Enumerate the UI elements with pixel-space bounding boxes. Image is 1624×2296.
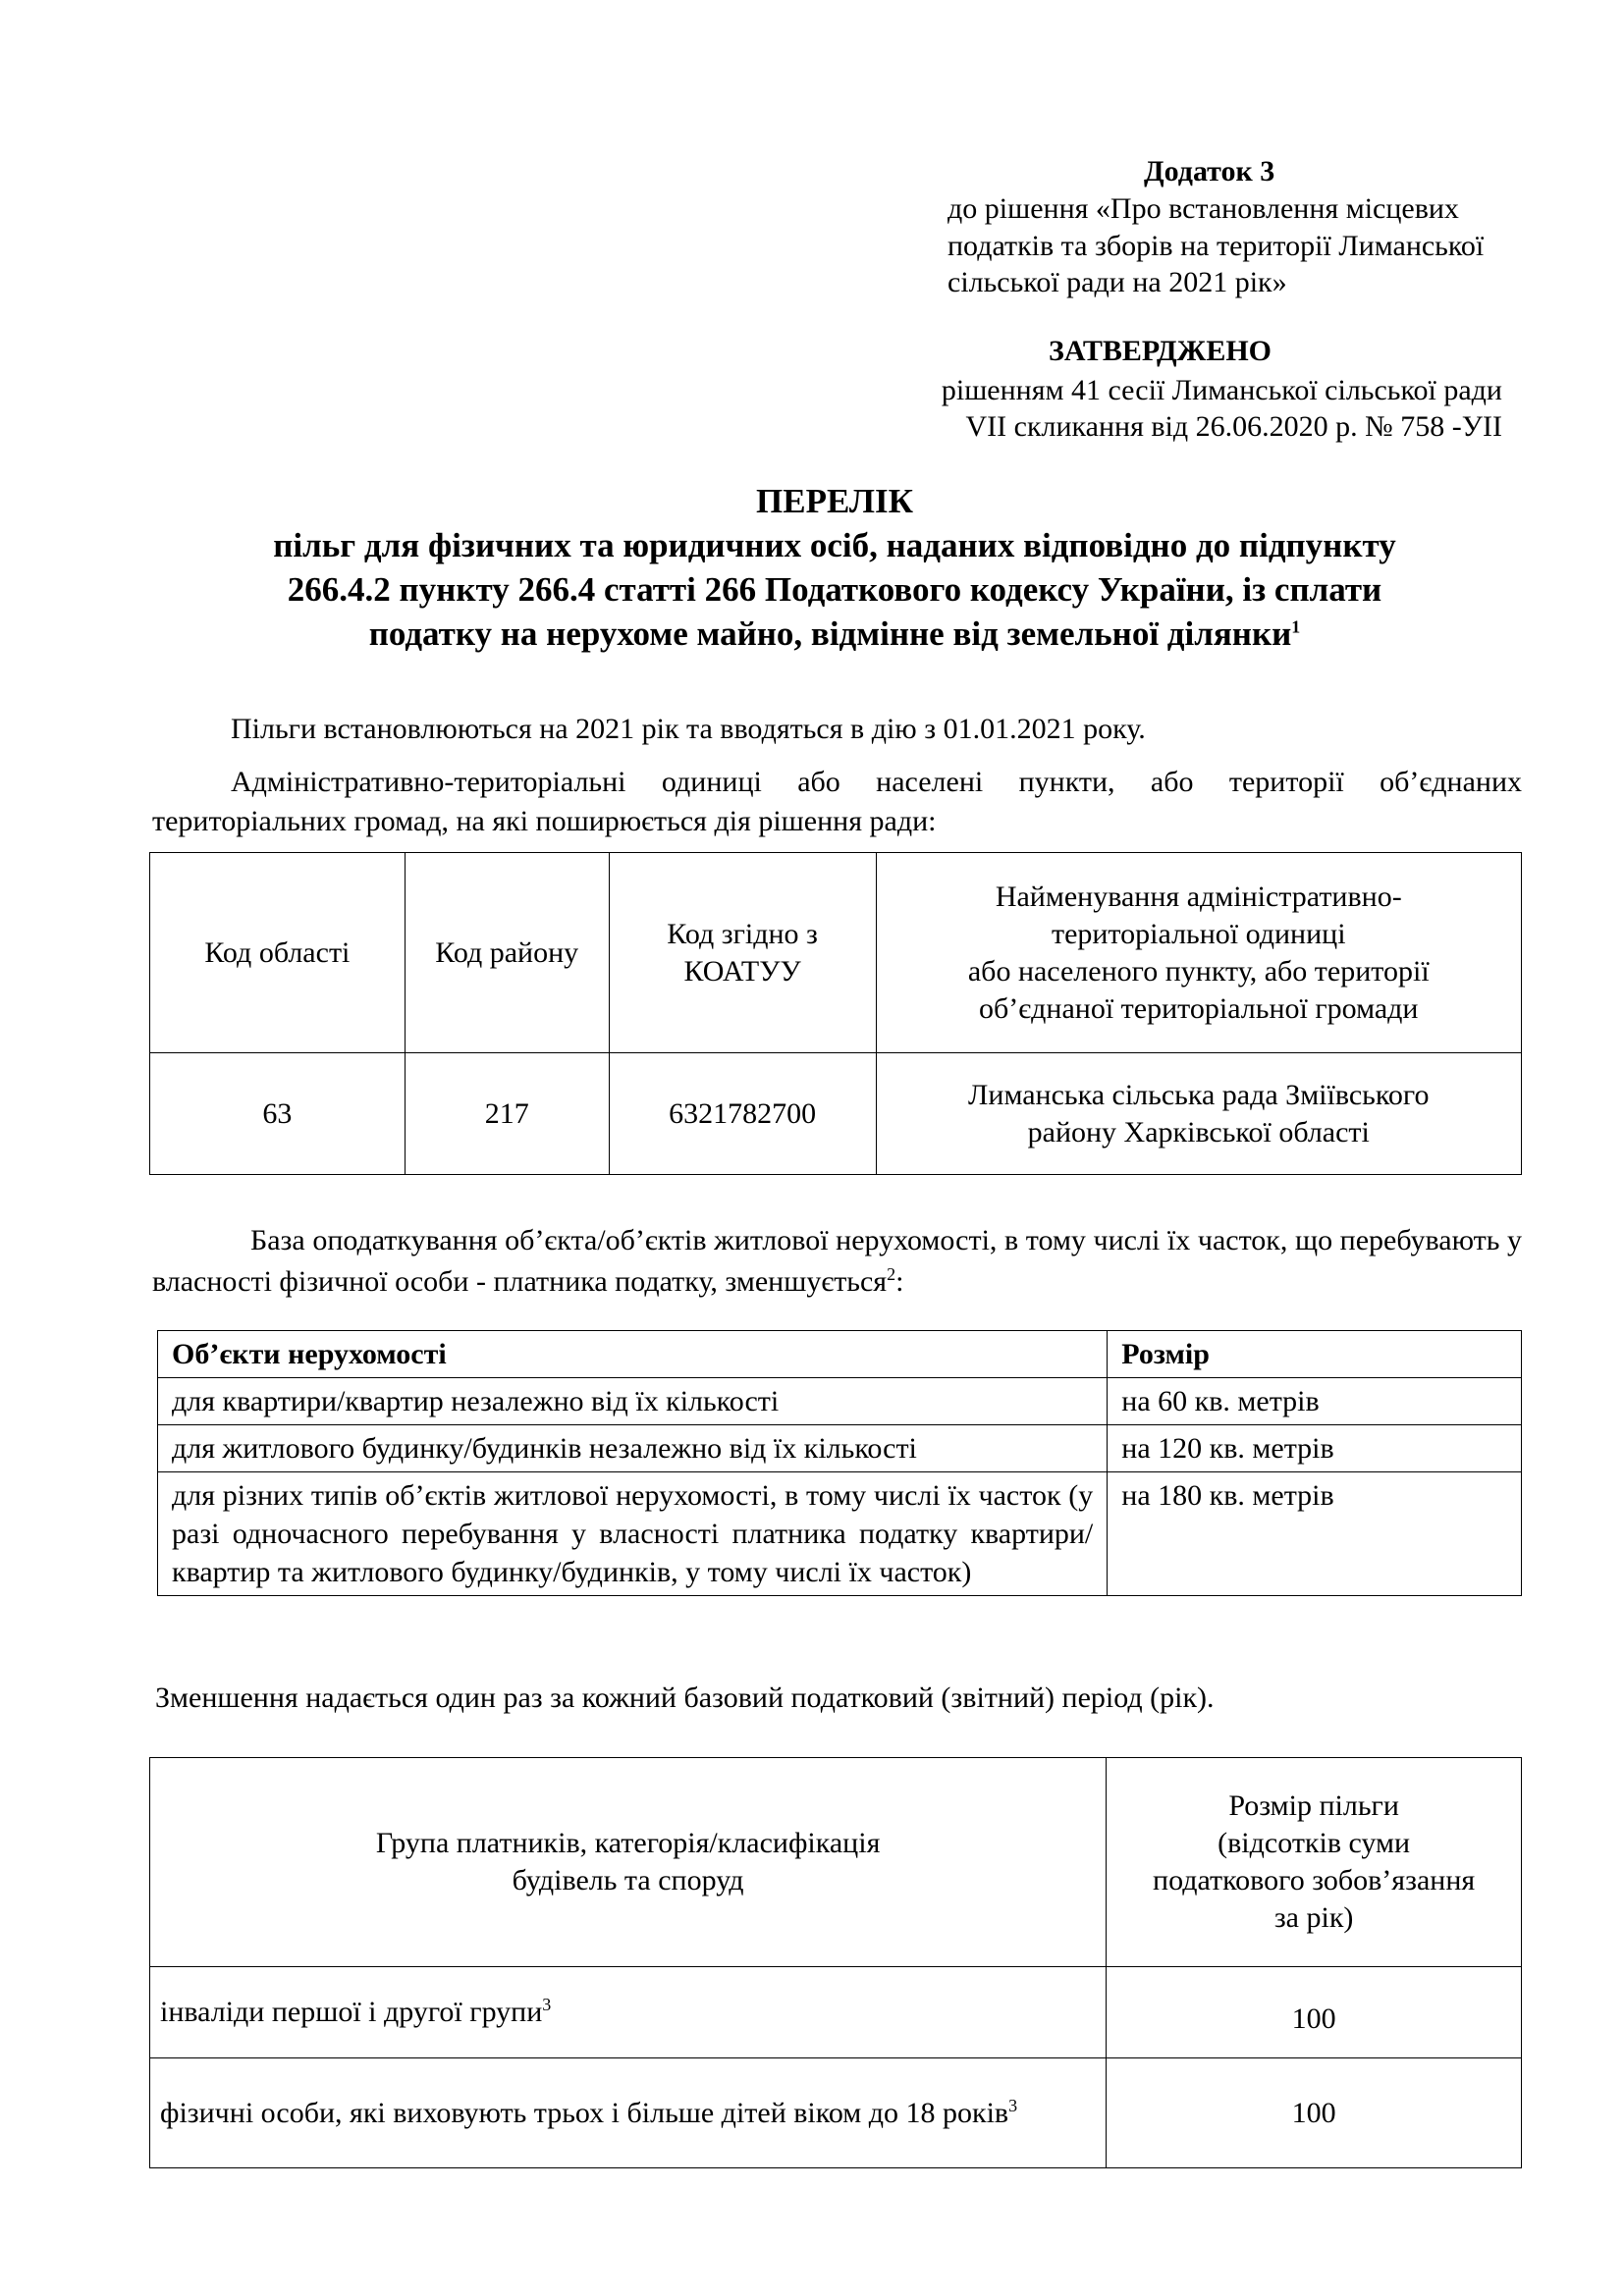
cell-unit-name-line-2: району Харківської області xyxy=(1027,1115,1370,1148)
table-header-row xyxy=(158,1331,1522,1378)
header-unit-name-line-1: Найменування адміністративно- xyxy=(995,880,1402,913)
cell-payer-group xyxy=(150,2058,1107,2168)
footnote-mark: 3 xyxy=(1008,2095,1018,2115)
cell-size: на 180 кв. метрів xyxy=(1108,1472,1522,1596)
table-row xyxy=(158,1425,1522,1472)
header-koatuu-line-1: Код згідно з xyxy=(667,917,818,950)
paragraph-admin-units-text: Адміністративно-територіальні одиниці або населені пункти, або території об’єднаних територіальних громад, на які поширюється дія рішення ради: xyxy=(152,766,1522,837)
cell-koatuu-code: 6321782700 xyxy=(609,1053,876,1175)
cell-rayon-code: 217 xyxy=(405,1053,609,1175)
header-unit-name-line-4: об’єднаної територіальної громади xyxy=(979,991,1419,1025)
paragraph-reduction-period: Зменшення надається один раз за кожний базовий податковий (звітний) період (рік). xyxy=(155,1682,1215,1714)
header-koatuu-code xyxy=(609,853,876,1053)
paragraph-tax-base-text: База оподаткування об’єкта/об’єктів житлової нерухомості, в тому числі їх часток, що перебувають у власності фізичної особи - платника податку, зменшується xyxy=(152,1224,1522,1298)
footnote-mark: 1 xyxy=(1291,616,1301,637)
header-payer-group-line-1: Група платників, категорія/класифікація xyxy=(375,1827,881,1859)
admin-units-table xyxy=(149,852,1522,1175)
header-payer-group-line-2: будівель та споруд xyxy=(512,1864,744,1896)
header-size: Розмір xyxy=(1108,1331,1522,1378)
cell-size: на 60 кв. метрів xyxy=(1108,1378,1522,1425)
cell-object: для житлового будинку/будинків незалежно від їх кількості xyxy=(158,1425,1108,1472)
table-row xyxy=(150,1053,1522,1175)
header-koatuu-line-2: КОАТУУ xyxy=(683,954,801,988)
cell-unit-name xyxy=(876,1053,1521,1175)
cell-payer-group-text: фізичні особи, які виховують трьох і більше дітей віком до 18 років xyxy=(160,2096,1009,2129)
cell-benefit-value: 100 xyxy=(1107,2058,1522,2168)
paragraph-tax-base-tail: : xyxy=(895,1265,904,1298)
cell-oblast-code: 63 xyxy=(150,1053,406,1175)
header-payer-group xyxy=(150,1758,1107,1967)
paragraph-tax-base xyxy=(152,1220,1522,1303)
footnote-mark: 3 xyxy=(542,1995,552,2014)
paragraph-admin-units xyxy=(152,763,1522,841)
table-header-row xyxy=(150,853,1522,1053)
table-row xyxy=(158,1472,1522,1596)
table-row xyxy=(158,1378,1522,1425)
cell-payer-group xyxy=(150,1967,1107,2058)
header-rayon-code: Код району xyxy=(405,853,609,1053)
paragraph-effective-date-text: Пільги встановлюються на 2021 рік та вводяться в дію з 01.01.2021 року. xyxy=(231,713,1146,745)
heading-line-2: 266.4.2 пункту 266.4 статті 266 Податкового кодексу України, із сплати xyxy=(287,570,1382,609)
table-row xyxy=(150,1967,1522,2058)
footnote-mark: 2 xyxy=(887,1264,896,1284)
heading-title: ПЕРЕЛІК xyxy=(756,482,913,520)
attachment-line-2: податків та зборів на території Лиманської xyxy=(947,230,1485,262)
paragraph-effective-date xyxy=(152,710,1522,748)
approved-line-1: рішенням 41 сесії Лиманської сільської ради xyxy=(941,374,1502,406)
attachment-title: Додаток 3 xyxy=(1144,155,1275,187)
property-reduction-table xyxy=(157,1330,1522,1596)
cell-benefit-value: 100 xyxy=(1107,1967,1522,2058)
header-oblast-code: Код області xyxy=(150,853,406,1053)
attachment-line-1: до рішення «Про встановлення місцевих xyxy=(947,192,1459,225)
header-benefit-size-line-1: Розмір пільги xyxy=(1228,1789,1399,1822)
table-row xyxy=(150,2058,1522,2168)
heading-line-3 xyxy=(147,612,1522,656)
approved-title: ЗАТВЕРДЖЕНО xyxy=(1049,335,1272,367)
header-property-objects: Об’єкти нерухомості xyxy=(158,1331,1108,1378)
benefits-table xyxy=(149,1757,1522,2168)
cell-size: на 120 кв. метрів xyxy=(1108,1425,1522,1472)
document-heading xyxy=(147,479,1522,656)
cell-unit-name-line-1: Лиманська сільська рада Зміївського xyxy=(968,1078,1430,1111)
approved-line-2: VІІ скликання від 26.06.2020 р. № 758 -УІІ xyxy=(965,410,1502,443)
cell-object: для різних типів об’єктів житлової нерухомості, в тому числі їх часток (у разі одночасного перебування у власності платника податку квартири/квартир та житлового будинку/будинків, у тому числі їх часток) xyxy=(158,1472,1108,1596)
attachment-line-3: сільської ради на 2021 рік» xyxy=(947,266,1287,298)
heading-line-1: пільг для фізичних та юридичних осіб, наданих відповідно до підпункту xyxy=(273,526,1396,564)
cell-object: для квартири/квартир незалежно від їх кількості xyxy=(158,1378,1108,1425)
header-unit-name-line-2: територіальної одиниці xyxy=(1051,917,1346,950)
cell-payer-group-text: інваліди першої і другої групи xyxy=(160,1996,543,2028)
header-benefit-size-line-2: (відсотків суми xyxy=(1218,1827,1411,1859)
table-header-row xyxy=(150,1758,1522,1967)
header-benefit-size-line-3: податкового зобов’язання xyxy=(1153,1864,1476,1896)
header-benefit-size xyxy=(1107,1758,1522,1967)
header-unit-name-line-3: або населеного пункту, або території xyxy=(967,954,1430,988)
heading-line-3-text: податку на нерухоме майно, відмінне від земельної ділянки xyxy=(368,614,1292,653)
header-unit-name xyxy=(876,853,1521,1053)
header-benefit-size-line-4: за рік) xyxy=(1273,1901,1354,1934)
